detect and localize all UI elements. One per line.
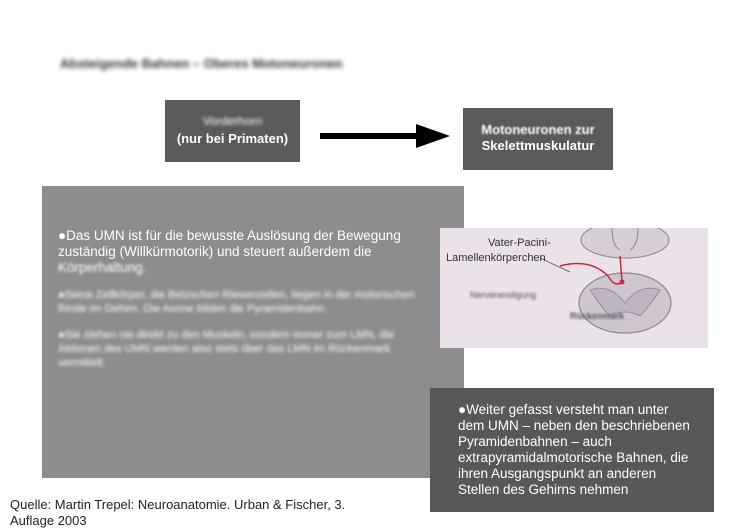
main-text-block: [58, 228, 428, 370]
right-arrow-icon: [320, 122, 452, 150]
lower-box-line2: Skelettmuskulatur: [481, 138, 595, 153]
source-citation: Quelle: Martin Trepel: Neuroanatomie. Urban & Fischer, 3. Auflage 2003: [10, 497, 346, 528]
diagram-label-vater-pacini: Vater-Pacini-: [488, 237, 551, 249]
bullet-betz-cells: ●Seine Zellkörper, die Betzschen Riesenzellen, liegen in der motorischen Rinde im Gehirn. Die Axone bilden die Pyramidenbahn.: [58, 289, 415, 315]
bullet-umn-function-tail: Körperhaltung.: [58, 260, 147, 275]
spinal-cord-illustration: [440, 228, 708, 348]
slide-title: Absteigende Bahnen – Oberes Motoneuronen: [60, 56, 343, 71]
lower-motoneuron-box: [463, 108, 613, 170]
diagram-label-lamellen: Lamellenkörperchen: [446, 252, 546, 264]
lower-box-line1: Motoneuronen zur: [481, 122, 595, 137]
spinal-cord-diagram: [440, 228, 708, 348]
diagram-label-spinal-cord: Rückenmark: [570, 311, 625, 321]
bullet-umn-function: [58, 228, 428, 276]
diagram-label-nerve-ending: Nervenendigung: [470, 290, 537, 300]
upper-motoneuron-box: [165, 100, 300, 162]
note-extrapyramidal: ●Weiter gefasst versteht man unter dem UMN – neben den beschriebenen Pyramidenbahnen – auch extrapyramidalmotorische Bahnen, die ihren Ausgangspunkt an anderen Stellen des Gehirns nehmen: [458, 402, 690, 497]
upper-box-line2: (nur bei Primaten): [176, 131, 289, 146]
bullet-umn-function-text: ●Das UMN ist für die bewusste Auslösung der Bewegung zuständig (Willkürmotorik) und steuert außerdem die: [58, 228, 401, 259]
upper-box-line1: Vorderhorn: [202, 114, 263, 128]
bullet-lmn-relay: ●Sie ziehen nie direkt zu den Muskeln, sondern immer zum LMN, die Aktionen des UMN werden also stets über das LMN im Rückenmark vermittelt.: [58, 329, 395, 369]
